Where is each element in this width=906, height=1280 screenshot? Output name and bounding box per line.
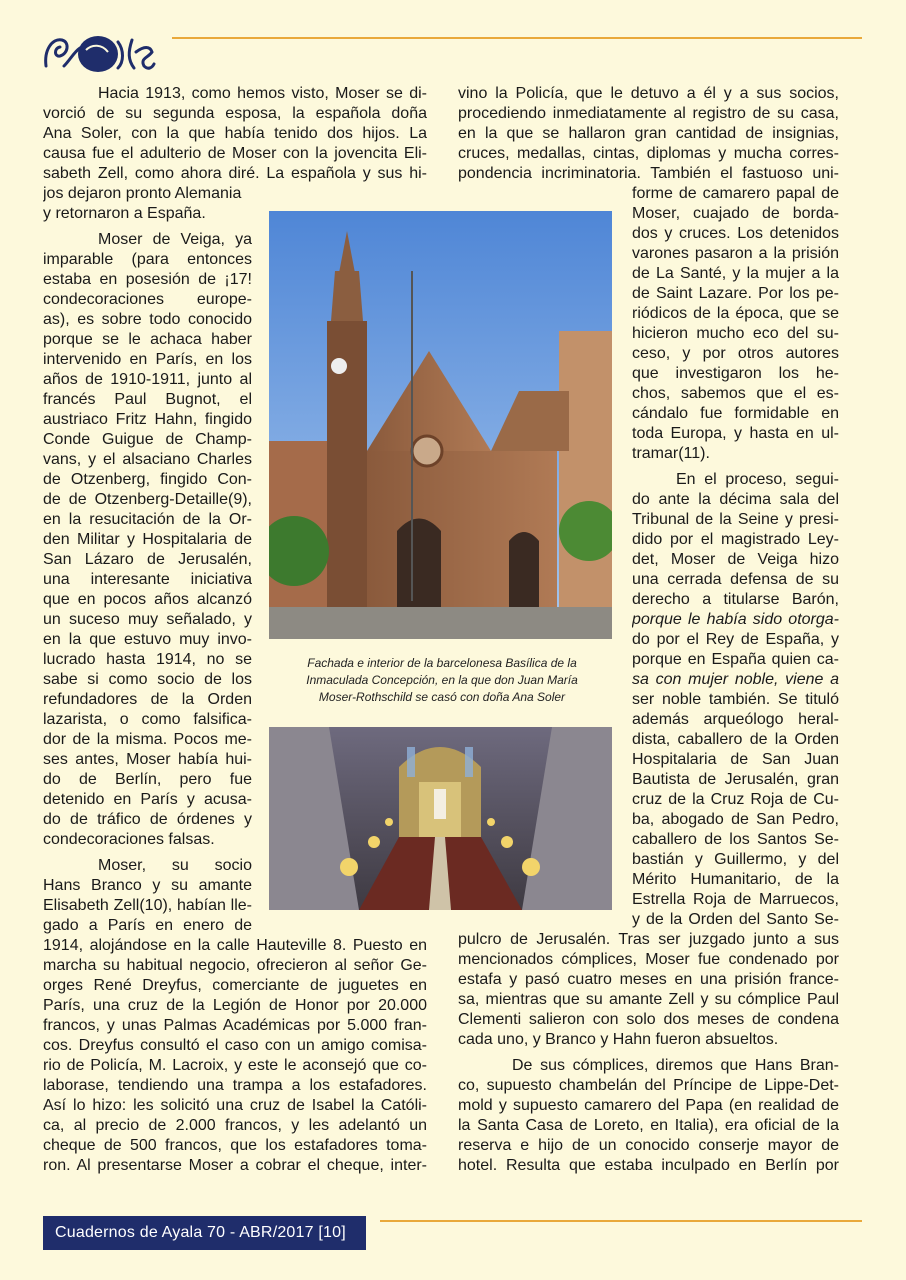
body-text-line: condecoraciones europe-: [43, 291, 252, 308]
body-text-line: riódicos de la época, que se: [632, 305, 839, 322]
body-text-line: Hans Branco y su amante: [43, 877, 252, 894]
body-text-line: 1914, alojándose en la calle Hauteville 8. Puesto en: [43, 937, 427, 954]
body-text-line: Hacia 1913, como hemos visto, Moser se di-: [98, 85, 427, 102]
body-text-line: forme de camarero papal de: [632, 185, 839, 202]
body-text-line: pulcro de Jerusalén. Tras ser juzgado junto a sus: [458, 931, 839, 948]
basilica-interior-photo: [269, 727, 612, 910]
body-text-line: procediendo inmediatamente al registro de su casa,: [458, 105, 839, 122]
body-text-line: vorció de su segunda esposa, la española doña: [43, 105, 427, 122]
page-footer-label: Cuadernos de Ayala 70 - ABR/2017 [10]: [43, 1216, 366, 1250]
body-text-line: de La Santé, y la mujer a la: [632, 265, 839, 282]
body-text-line: jos dejaron pronto Alemania: [43, 185, 242, 202]
body-text-line: cruces, medallas, cintas, diplomas y mucha corres-: [458, 145, 839, 162]
body-text-line: dido por el magistrado Ley-: [632, 531, 839, 548]
body-text-line: do ante la décima sala del: [632, 491, 839, 508]
caption-line: Fachada e interior de la barcelonesa Basílica de la: [307, 656, 577, 670]
body-text-line: sabe si como socio de los: [43, 671, 252, 688]
body-text-line: sa con mujer noble, viene a: [632, 671, 839, 688]
body-text-line: Mérito Humanitario, de la: [632, 871, 839, 888]
body-text-line: de de Otzenberg-Detaille(9),: [43, 491, 252, 508]
body-text-line: en la que se hallaron gran cantidad de insignias,: [458, 125, 839, 142]
body-text-line: detenido en París y acusa-: [43, 791, 252, 808]
body-text-line: estaba en posesión de ¡17!: [43, 271, 252, 288]
body-text-line: rio de Policía, M. Lacroix, y este le aconsejó que co-: [43, 1057, 427, 1074]
body-text-line: porque en España quien ca-: [632, 651, 839, 668]
body-text-line: do por el Rey de España, y: [632, 631, 839, 648]
caption-line: Moser-Rothschild se casó con doña Ana Soler: [318, 690, 566, 704]
body-text-line: de Saint Lazare. Por los pe-: [632, 285, 839, 302]
body-text-line: sabeth Zell, como ahora diré. La española y sus hi-: [43, 165, 427, 182]
body-text-line: gado a París en enero de: [43, 917, 252, 934]
body-text-line: Moser, su socio: [98, 857, 252, 874]
body-text-line: ses antes, Moser había hui-: [43, 751, 252, 768]
body-text-line: en la que estuvo muy invo-: [43, 631, 252, 648]
body-text-line: caballero de los Santos Se-: [632, 831, 839, 848]
body-text-line: un suceso muy señalado, y: [43, 611, 252, 628]
body-text-line: De sus cómplices, diremos que Hans Bran-: [512, 1057, 839, 1074]
body-text-line: una interesante iniciativa: [43, 571, 252, 588]
body-text-line: cos. Dreyfus consultó el caso con un amigo comisa-: [43, 1037, 427, 1054]
body-text-line: y retornaron a España.: [43, 205, 206, 222]
body-text-line: do de tráfico de órdenes y: [43, 811, 252, 828]
body-text-line: austriaco Fritz Hahn, fingido: [43, 411, 252, 428]
body-text-line: mold y supuesto camarero del Papa (en realidad de: [458, 1097, 839, 1114]
body-text-line: ron. Al presentarse Moser a cobrar el cheque, inter-: [43, 1157, 427, 1174]
body-text-line: tramar(11).: [632, 445, 710, 462]
body-text-line: varones pasaron a la prisión: [632, 245, 839, 262]
body-text-line: lucrado hasta 1914, no se: [43, 651, 252, 668]
body-text-line: Hospitalaria de San Juan: [632, 751, 839, 768]
body-text-line: cheque de 500 francos, que los estafadores toma-: [43, 1137, 427, 1154]
body-text-line: París, una cruz de la Legión de Honor por 20.000: [43, 997, 427, 1014]
body-text-line: Ana Soler, con la que había tenido dos hijos. La: [43, 125, 427, 142]
body-text-line: hicieron mucho eco del su-: [632, 325, 839, 342]
body-text-line: Elisabeth Zell(10), habían lle-: [43, 897, 252, 914]
caption-line: Inmaculada Concepción, en la que don Juan María: [306, 673, 578, 687]
body-text-line: ser noble también. Se tituló: [632, 691, 839, 708]
body-text-line: det, Moser de Veiga hizo: [632, 551, 839, 568]
body-text-line: laborase, tendiendo una trampa a los estafadores.: [43, 1077, 427, 1094]
body-text-fragment: causa fue el adulterio de Moser con la jovencita Eli-: [43, 145, 427, 162]
body-text-line: la Santa Casa de Loreto, en Italia), era oficial de la: [458, 1117, 839, 1134]
body-text-line: dor de la misma. Pocos me-: [43, 731, 252, 748]
body-text-line: vans, y el alsaciano Charles: [43, 451, 252, 468]
body-text-line: en la resucitación de la Or-: [43, 511, 252, 528]
body-text-line: bastián y Guillermo, y del: [632, 851, 839, 868]
body-text-line: vino la Policía, que le detuvo a él y a sus socios,: [458, 85, 839, 102]
body-text-line: refundadores de la Orden: [43, 691, 252, 708]
body-text-line: dos y cruces. Los detenidos: [632, 225, 839, 242]
body-text-line: francos, y unas Palmas Académicas por 5.000 fran-: [43, 1017, 427, 1034]
body-text-line: as), es sobre todo conocido: [43, 311, 252, 328]
body-text-line: Conde Guigue de Champ-: [43, 431, 252, 448]
body-text-line: ca, al precio de 2.000 francos, y les adelantó un: [43, 1117, 427, 1134]
body-text-line: cada uno, y Branco y Hahn fueron absueltos.: [458, 1031, 779, 1048]
body-text-line: Así lo hizo: les solicitó una cruz de Isabel la Católi-: [43, 1097, 427, 1114]
body-text-line: Clementi salieron con solo dos meses de condena: [458, 1011, 839, 1028]
body-text-line: Tribunal de la Seine y presi-: [632, 511, 839, 528]
body-text-line: una cerrada defensa de su: [632, 571, 839, 588]
body-text-line: den Militar y Hospitalaria de: [43, 531, 252, 548]
body-text-line: mencionados cómplices, Moser fue condenado por: [458, 951, 839, 968]
body-text-line: condecoraciones falsas.: [43, 831, 215, 848]
body-text-line: ba, abogado de San Pedro,: [632, 811, 839, 828]
body-text-line: francés Paul Bugnot, el: [43, 391, 252, 408]
body-text-line: Estrella Roja de Marruecos,: [632, 891, 839, 908]
body-text-line: do de Berlín, pero fue: [43, 771, 252, 788]
body-text-line: pondencia incriminatoria. También el fastuoso uni-: [458, 165, 839, 182]
body-text-line: derecho a titularse Barón,: [632, 591, 839, 608]
body-text-line: [43, 144, 427, 164]
body-text-line: marcha su habitual negocio, ofrecieron al señor Ge-: [43, 957, 427, 974]
body-text-line: orges René Dreyfus, comerciante de juguetes en: [43, 977, 427, 994]
figure-caption: [272, 655, 612, 706]
body-text-line: En el proceso, segui-: [676, 471, 839, 488]
body-text-line: que en pocos años alcanzó: [43, 591, 252, 608]
body-text-line: de Otzenberg, fingido Con-: [43, 471, 252, 488]
body-text-line: reserva e hijo de un conocido conserje mayor de: [458, 1137, 839, 1154]
footer-rule: [380, 1220, 862, 1222]
body-text-line: y de la Orden del Santo Se-: [632, 911, 839, 928]
body-text-line: ceso, y por otros autores: [632, 345, 839, 362]
body-text-line: además arqueólogo heral-: [632, 711, 839, 728]
body-text-line: toda Europa, y hasta en ul-: [632, 425, 839, 442]
body-text-line: imparable (para entonces: [43, 251, 252, 268]
body-text-line: chos, sabemos que el es-: [632, 385, 839, 402]
body-text-line: cándalo fue formidable en: [632, 405, 839, 422]
body-text-line: estafa y pasó cuatro meses en una prisión france-: [458, 971, 839, 988]
body-text-line: dista, caballero de la Orden: [632, 731, 839, 748]
body-text-line: lazarista, o como falsifica-: [43, 711, 252, 728]
church-facade-photo: [269, 211, 612, 639]
body-text-line: Moser de Veiga, ya: [98, 231, 252, 248]
body-text-line: cruz de la Cruz Roja de Cu-: [632, 791, 839, 808]
body-text-line: porque se le achaca haber: [43, 331, 252, 348]
decorative-letters-logo-icon: [40, 30, 158, 76]
body-text-line: Bautista de Jerusalén, gran: [632, 771, 839, 788]
body-text-line: sa, mientras que su amante Zell y su cómplice Paul: [458, 991, 839, 1008]
body-text-line: hotel. Resulta que estaba inculpado en Berlín por: [458, 1157, 839, 1174]
body-text-line: intervenido en París, en los: [43, 351, 252, 368]
body-text-line: porque le había sido otorga-: [632, 611, 839, 628]
body-text-line: años de 1910-1911, junto al: [43, 371, 252, 388]
body-text-line: que investigaron los he-: [632, 365, 839, 382]
header-rule: [172, 37, 862, 39]
body-text-line: co, supuesto chambelán del Príncipe de Lippe-Det-: [458, 1077, 839, 1094]
body-text-line: Moser, cuajado de borda-: [632, 205, 839, 222]
body-text-line: San Lázaro de Jerusalén,: [43, 551, 252, 568]
